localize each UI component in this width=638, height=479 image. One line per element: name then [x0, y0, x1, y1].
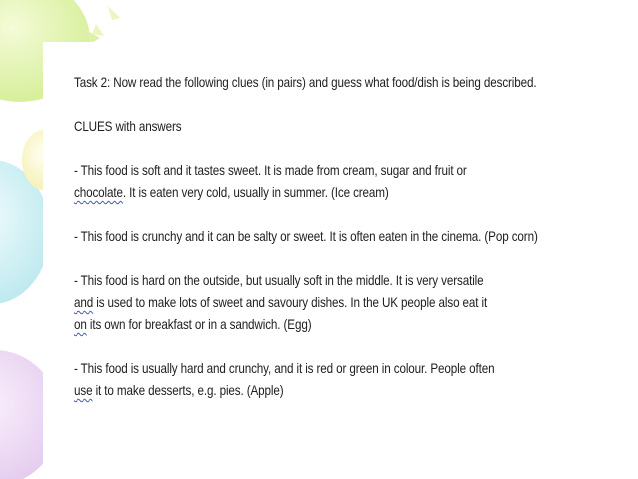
clue-line [74, 380, 538, 402]
clue-pop-corn [74, 226, 538, 248]
clue-line: - This food is crunchy and it can be salty or sweet. It is often eaten in the cinema. (Pop corn) [74, 229, 538, 244]
spellcheck-flagged-word: on [74, 317, 87, 332]
clue-line-rest: its own for breakfast or in a sandwich. (Egg) [86, 317, 312, 332]
document-text [74, 72, 538, 424]
clue-egg [74, 270, 538, 336]
spellcheck-flagged-word: chocolate [74, 185, 123, 200]
clue-line [74, 314, 538, 336]
spellcheck-flagged-word: and [74, 295, 94, 310]
clue-line-rest: . It is eaten very cold, usually in summer. (Ice cream) [122, 185, 389, 200]
clue-apple [74, 358, 538, 402]
spellcheck-flagged-word: use [74, 383, 93, 398]
clues-heading: CLUES with answers [74, 119, 182, 134]
clue-line-rest: it to make desserts, e.g. pies. (Apple) [92, 383, 284, 398]
clue-line [74, 292, 538, 314]
clue-line: - This food is hard on the outside, but usually soft in the middle. It is very versatile [74, 273, 484, 288]
clue-ice-cream [74, 160, 538, 204]
clue-line [74, 182, 538, 204]
clue-line: - This food is usually hard and crunchy, and it is red or green in colour. People often [74, 361, 495, 376]
clue-line-rest: is used to make lots of sweet and savoury dishes. In the UK people also eat it [93, 295, 488, 310]
clue-line: - This food is soft and it tastes sweet. It is made from cream, sugar and fruit or [74, 163, 467, 178]
task-heading: Task 2: Now read the following clues (in pairs) and guess what food/dish is being described. [74, 75, 537, 90]
